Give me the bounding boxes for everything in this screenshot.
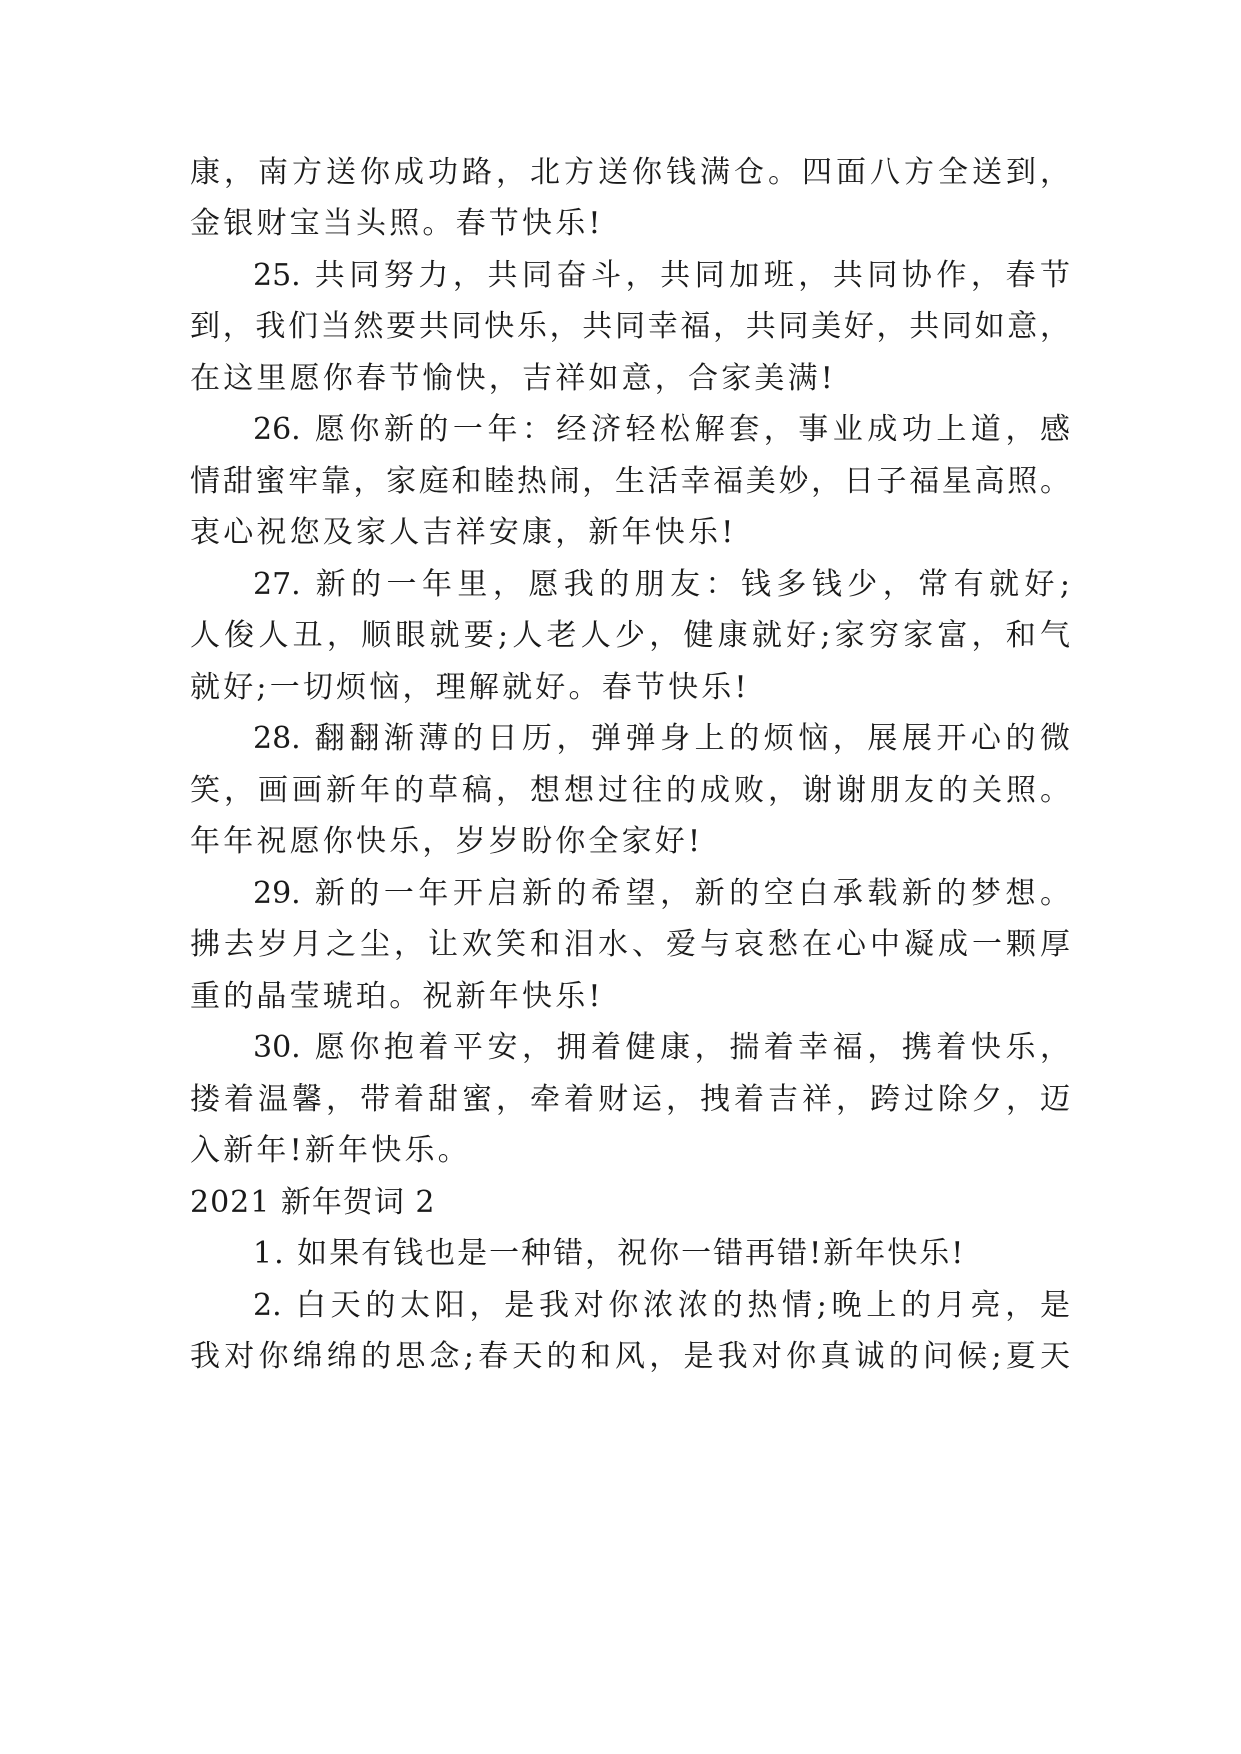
text-line: 重的晶莹琥珀。祝新年快乐! — [190, 979, 604, 1014]
paragraph-29-start: 29. 新的一年开启新的希望，新的空白承载新的梦想。 — [253, 876, 1070, 911]
text-line: 情甜蜜牢靠，家庭和睦热闹，生活幸福美妙，日子福星高照。 — [190, 464, 1070, 499]
paragraph-25-start: 25. 共同努力，共同奋斗，共同加班，共同协作，春节 — [253, 258, 1070, 293]
text-line: 笑，画画新年的草稿，想想过往的成败，谢谢朋友的关照。 — [190, 773, 1070, 808]
paragraph-1: 1. 如果有钱也是一种错，祝你一错再错!新年快乐! — [253, 1236, 966, 1271]
paragraph-2-start: 2. 白天的太阳，是我对你浓浓的热情;晚上的月亮，是 — [253, 1288, 1070, 1323]
paragraph-30-start: 30. 愿你抱着平安，拥着健康，揣着幸福，携着快乐， — [253, 1030, 1070, 1065]
text-line: 年年祝愿你快乐，岁岁盼你全家好! — [190, 824, 704, 859]
paragraph-27-start: 27. 新的一年里，愿我的朋友：钱多钱少，常有就好; — [253, 567, 1070, 602]
text-line: 在这里愿你春节愉快，吉祥如意，合家美满! — [190, 361, 837, 396]
text-line: 我对你绵绵的思念;春天的和风，是我对你真诚的问候;夏天 — [190, 1339, 1070, 1374]
text-line: 人俊人丑，顺眼就要;人老人少，健康就好;家穷家富，和气 — [190, 618, 1070, 653]
text-line: 康，南方送你成功路，北方送你钱满仓。四面八方全送到， — [190, 155, 1070, 190]
paragraph-26-start: 26. 愿你新的一年：经济轻松解套，事业成功上道，感 — [253, 412, 1070, 447]
paragraph-28-start: 28. 翻翻渐薄的日历，弹弹身上的烦恼，展展开心的微 — [253, 721, 1070, 756]
text-line: 拂去岁月之尘，让欢笑和泪水、爱与哀愁在心中凝成一颗厚 — [190, 927, 1070, 962]
text-line: 就好;一切烦恼，理解就好。春节快乐! — [190, 670, 750, 705]
text-line: 到，我们当然要共同快乐，共同幸福，共同美好，共同如意， — [190, 309, 1070, 344]
text-line: 金银财宝当头照。春节快乐! — [190, 206, 604, 241]
text-line: 衷心祝您及家人吉祥安康，新年快乐! — [190, 515, 737, 550]
text-line: 搂着温馨，带着甜蜜，牵着财运，拽着吉祥，跨过除夕，迈 — [190, 1082, 1070, 1117]
text-line: 入新年!新年快乐。 — [190, 1133, 471, 1168]
section-heading: 2021 新年贺词 2 — [190, 1185, 436, 1220]
